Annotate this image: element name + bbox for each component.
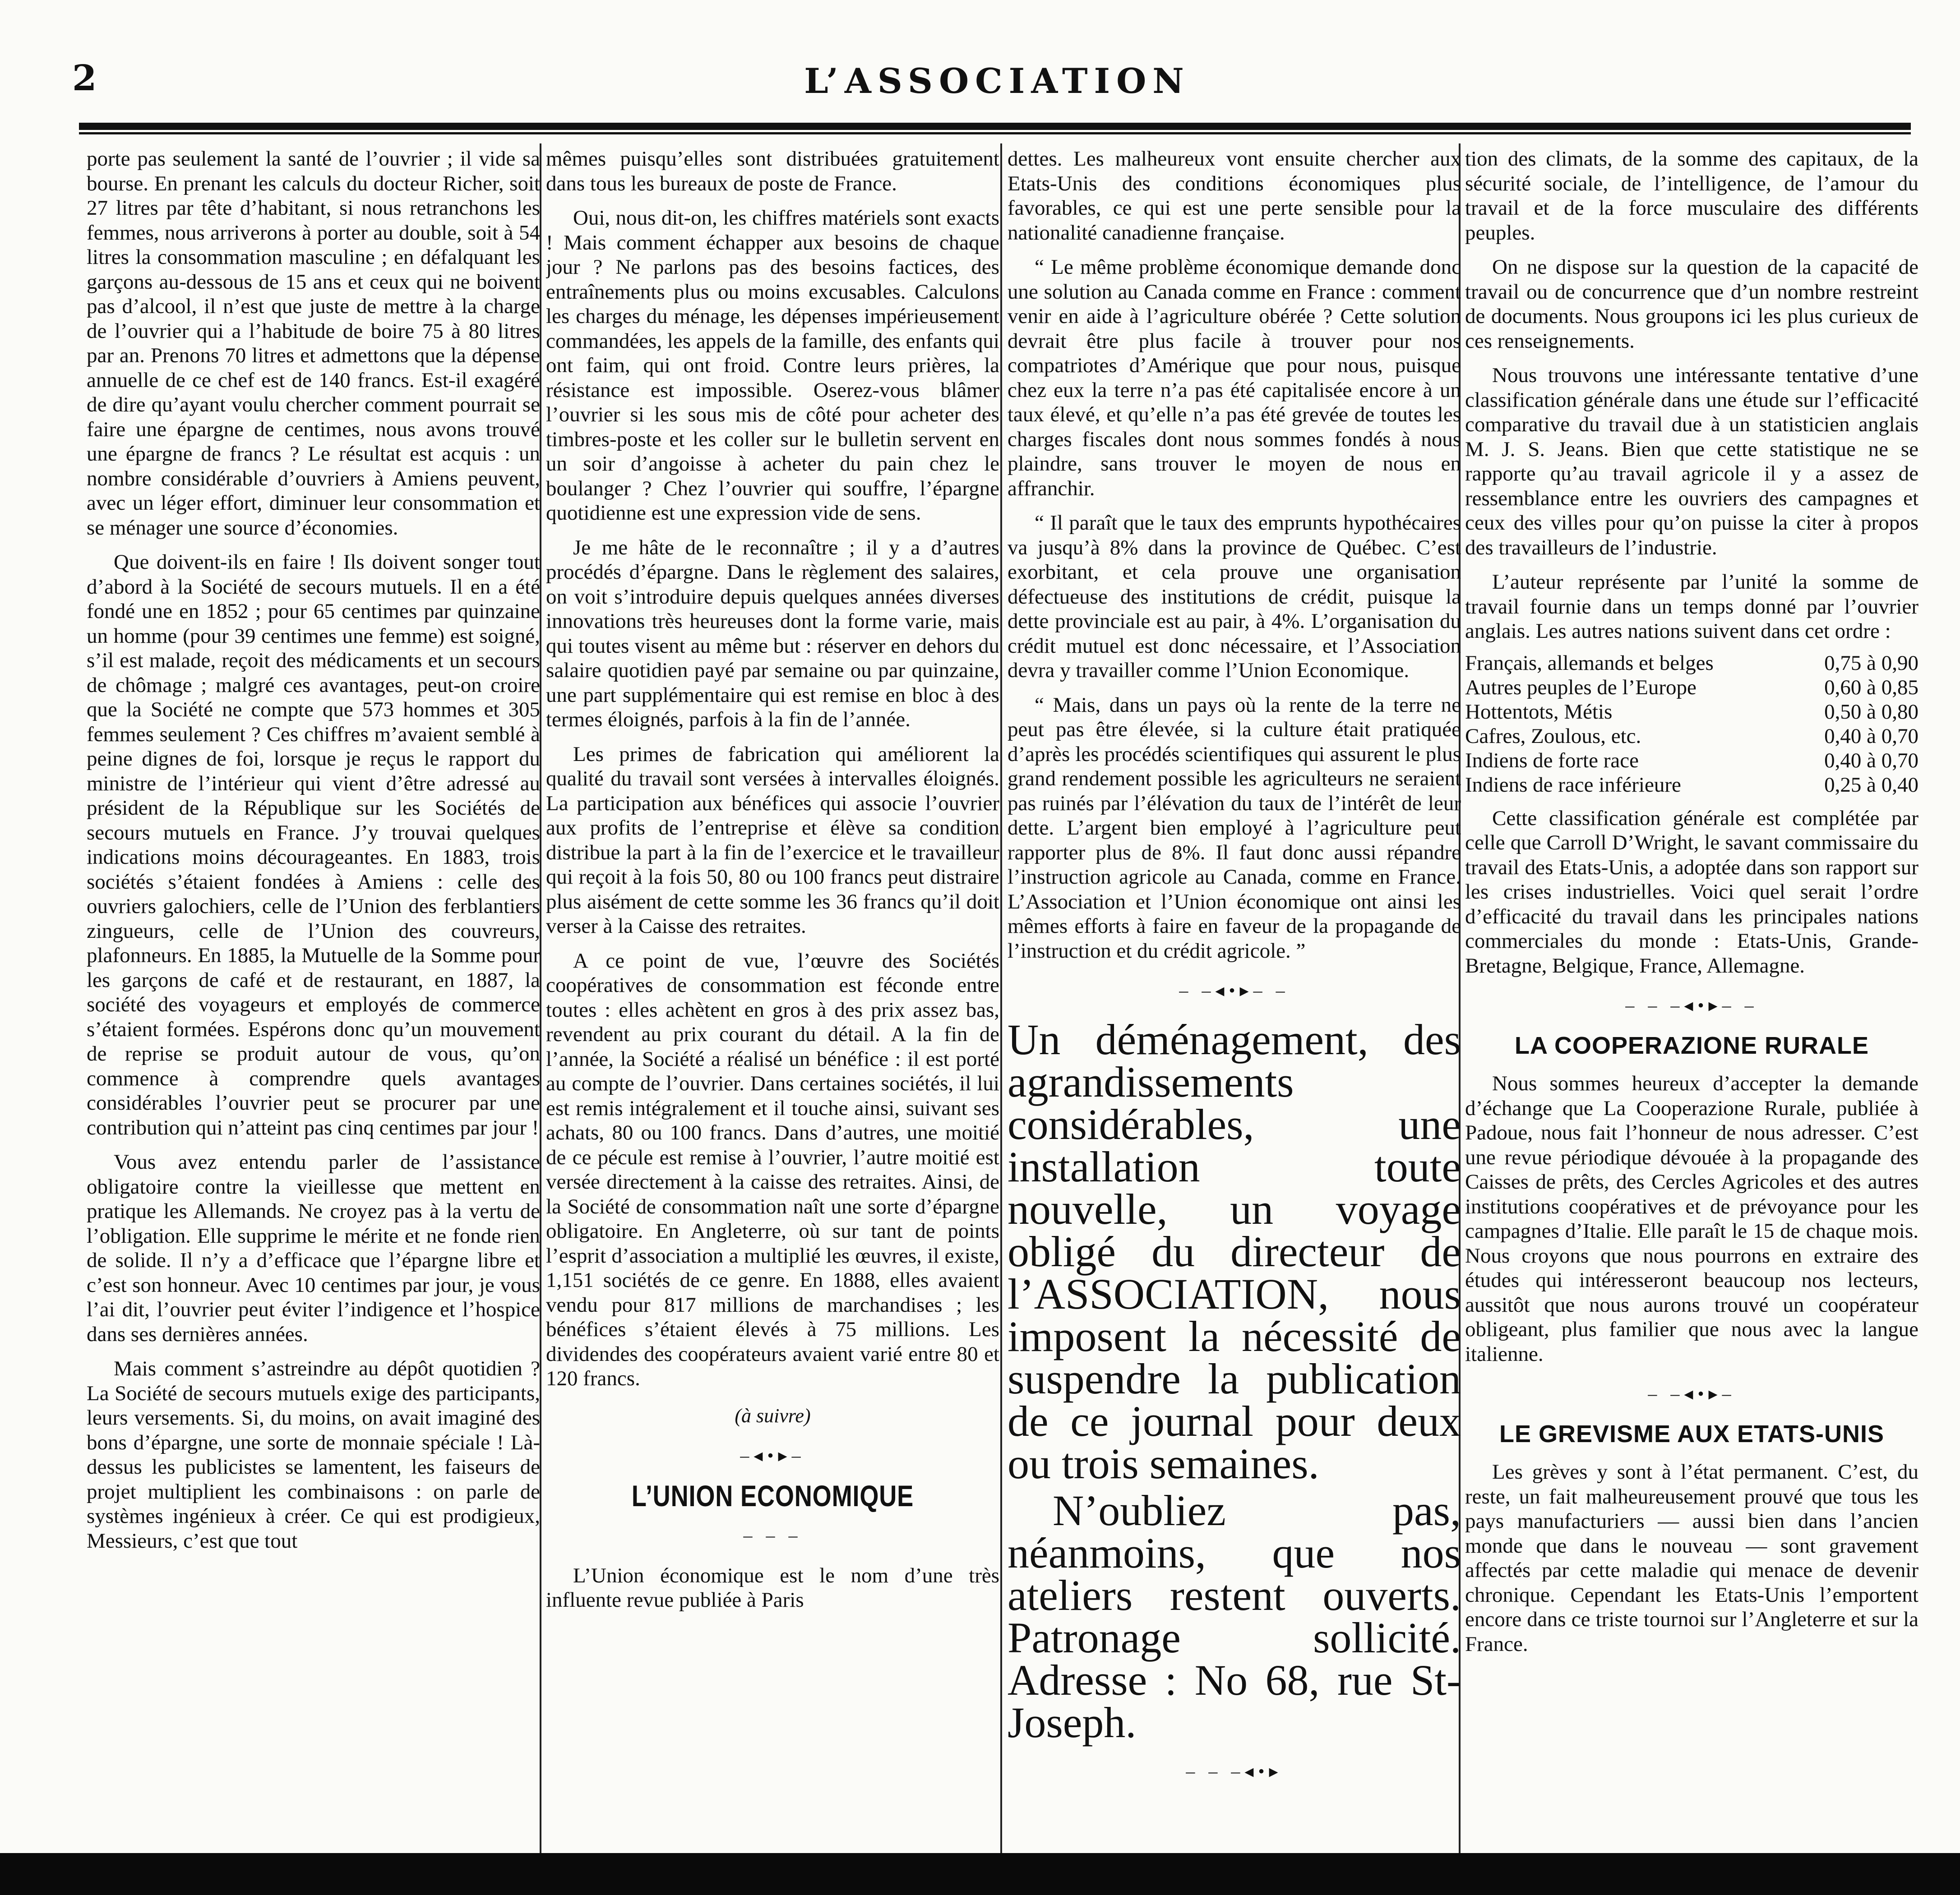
table-cell-label: Français, allemands et belges <box>1465 651 1714 675</box>
ornament-divider: – – –◂•▸– – <box>1625 995 1758 1015</box>
to-be-continued: (à suivre) <box>735 1404 811 1427</box>
article-paragraph: dettes. Les malheureux vont ensuite chercher aux Etats-Unis des conditions économiques plus favorables, ce qui est une perte sensible pour la nationalité canadienne française. <box>1008 147 1461 244</box>
table-row <box>1465 651 1918 675</box>
table-row <box>1465 700 1918 724</box>
table-row <box>1465 748 1918 773</box>
column-2 <box>546 147 999 1843</box>
column-3 <box>1008 147 1461 1843</box>
newspaper-title: L’ASSOCIATION <box>804 61 1190 101</box>
column-divider <box>1000 143 1002 1853</box>
article-paragraph: Oui, nous dit-on, les chiffres matériels sont exacts ! Mais comment échapper aux besoins de chaque jour ? Ne parlons pas des besoins factices, des entraînements plus ou moins excusables. Calculons les charges du ménage, les dépenses impérieusement commandées, les appels de la famille, des enfants qui ont faim, qui ont froid. Contre leurs prières, la résistance est impossible. Oserez-vous blâmer l’ouvrier si les sous mis de côté pour acheter des timbres-poste et les coller sur le bulletin servent en un soir d’angoisse à acheter du pain chez le boulanger ? Chez l’ouvrier qui souffre, l’épargne quotidienne est une expression vide de sens. <box>546 206 999 525</box>
table-cell-label: Cafres, Zoulous, etc. <box>1465 724 1641 748</box>
article-paragraph: Vous avez entendu parler de l’assistance obligatoire contre la vieillesse que mettent en pratique les Allemands. Ne croyez pas à la vertu de l’obligation. Elle supprime le mérite et ne fonde rien de solide. Il n’y a d’efficace que l’épargne libre et c’est son honneur. Avec 10 centimes par jour, je vous l’ai dit, l’ouvrier peut éviter l’indigence et l’hospice dans ses dernières années. <box>87 1150 540 1346</box>
ornament-divider: –◂•▸– <box>740 1445 805 1466</box>
section-heading: LA COOPERAZIONE RURALE <box>1514 1032 1869 1059</box>
article-paragraph: Nous trouvons une intéressante tentative d’une classification générale dans une étude sur l’efficacité comparative du travail due à un statisticien anglais M. J. S. Jeans. Bien que cette statistique ne se rapporte qu’au travail agricole il y a assez de ressemblance entre les ouvriers des campagnes et ceux des villes pour qu’on puisse la citer à propos des travailleurs de l’industrie. <box>1465 364 1918 559</box>
article-paragraph: mêmes puisqu’elles sont distribuées gratuitement dans tous les bureaux de poste de France. <box>546 147 999 195</box>
table-cell-value: 0,40 à 0,70 <box>1824 724 1918 748</box>
article-paragraph: Mais comment s’astreindre au dépôt quotidien ? La Société de secours mutuels exige des participants, leurs versements. Si, du moins, on avait imaginé des bons d’épargne, une sorte de monnaie spéciale ! Là-dessus les publicistes se lamentent, les faiseurs de projet multiplient les combinaisons : on parle de systèmes ingénieux à créer. Ce qui est prodigieux, Messieurs, c’est que tout <box>87 1357 540 1553</box>
column-1 <box>87 147 540 1843</box>
table-cell-value: 0,50 à 0,80 <box>1824 700 1918 724</box>
ornament-divider: – –◂•▸– – <box>1179 980 1290 1001</box>
table-cell-value: 0,25 à 0,40 <box>1824 773 1918 797</box>
table-cell-label: Autres peuples de l’Europe <box>1465 675 1697 699</box>
article-paragraph: Nous sommes heureux d’accepter la demande d’échange que La Cooperazione Rurale, publiée à Padoue, nous fait l’honneur de nous adresser. C’est une revue périodique dévouée à la propagande des Caisses de prêts, des Cercles Agricoles et des autres institutions coopératives et de prévoyance pour les campagnes d’Italie. Elle paraît le 15 de chaque mois. Nous croyons que nous pourrons en extraire des études qui intéresseront beaucoup nos lecteurs, aussitôt que nous aurons trouvé un coopérateur obligeant, plus familier que nous avec la langue italienne. <box>1465 1072 1918 1366</box>
table-row <box>1465 724 1918 748</box>
article-paragraph: “ Le même problème économique demande donc une solution au Canada comme en France : comment venir en aide à l’agriculture obérée ? Cette solution devrait être plus facile à trouver pour nos compatriotes d’Amérique que pour nous, puisque chez eux la terre n’a pas été capitalisée encore à un taux élevé, et qu’elle n’a pas été grevée de toutes les charges fiscales dont nous sommes fondés à nous plaindre, sans trouver le moyen de nous en affranchir. <box>1008 255 1461 500</box>
article-paragraph: L’auteur représente par l’unité la somme de travail fournie dans un temps donné par l’ouvrier anglais. Les autres nations suivent dans cet ordre : <box>1465 570 1918 643</box>
ornament-divider: – – –◂•▸ <box>1186 1761 1283 1781</box>
article-paragraph: tion des climats, de la somme des capitaux, de la sécurité sociale, de l’intelligence, de l’amour du travail et de la force musculaire des différents peuples. <box>1465 147 1918 244</box>
article-paragraph: Que doivent-ils en faire ! Ils doivent songer tout d’abord à la Société de secours mutuels. Il en a été fondé une en 1852 ; pour 65 centimes par quinzaine un homme (pour 39 centimes une femme) est soigné, s’il est malade, reçoit des médicaments et un secours de chômage ; malgré ces avantages, peut-on croire que la Société ne compte que 573 hommes et 305 femmes seulement ? Ces chiffres m’avaient semblé à peine dignes de foi, lorsque je reçus le rapport du ministre de l’intérieur qui vient d’être adressé au président de la République sur les Sociétés de secours mutuels en France. J’y trouvai quelques indications moins décourageantes. En 1883, trois sociétés s’étaient fondées à Amiens : celle des ouvriers galochiers, celle de l’Union des ferblantiers zingueurs, celle de l’Union des couvreurs, plafonneurs. En 1885, la Mutuelle de la Somme pour les garçons de café et de restaurant, en 1887, la société des voyageurs et employés de commerce s’étaient formées. Espérons donc qu’un mouvement de reprise se produit autour de vous, qu’on commence à comprendre quels avantages considérables l’ouvrier peut se procurer par une contribution qui n’atteint pas cinq centimes par jour ! <box>87 550 540 1139</box>
section-heading: L’UNION ECONOMIQUE <box>631 1479 914 1512</box>
header-rule-thin <box>79 132 1911 134</box>
table-row <box>1465 675 1918 700</box>
section-heading: LE GREVISME AUX ETATS-UNIS <box>1499 1420 1885 1448</box>
notice-box <box>1008 1015 1461 1747</box>
article-paragraph: Cette classification générale est complétée par celle que Carroll D’Wright, le savant commissaire du travail des Etats-Unis, a adoptée dans son rapport sur les crises industrielles. Voici quel serait l’ordre d’efficacité du travail dans les principales nations commerciales du monde : Etats-Unis, Grande-Bretagne, Belgique, France, Allemagne. <box>1465 806 1918 977</box>
ornament-divider: – –◂•▸– <box>1648 1383 1736 1404</box>
article-paragraph: A ce point de vue, l’œuvre des Sociétés coopératives de consommation est féconde entre toutes : elles achètent en gros à des prix assez bas, revendent au prix courant du détail. A la fin de l’année, la Société a réalisé un bénéfice : il est porté au compte de l’ouvrier. Dans certaines sociétés, il lui est remis intégralement et il touche ainsi, suivant ses achats, 80 ou 100 francs. Dans d’autres, une moitié de ce pécule est remise à l’ouvrier, l’autre moitié est versée directement à la caisse des retraites. Ainsi, de la Société de consommation naît une sorte d’épargne obligatoire. En Angleterre, où sur tant de points l’esprit d’association a multiplié les œuvres, il existe, 1,151 sociétés de ce genre. En 1888, elles avaient vendu pour 817 millions de marchandises ; les bénéfices s’étaient élevés à 75 millions. Les dividendes des coopérateurs avaient varié entre 80 et 120 francs. <box>546 949 999 1390</box>
table-cell-value: 0,40 à 0,70 <box>1824 748 1918 772</box>
header-rule-thick <box>79 123 1911 130</box>
article-paragraph: Les primes de fabrication qui améliorent la qualité du travail sont versées à intervalles éloignés. La participation aux bénéfices qui associe l’ouvrier aux profits de l’entreprise et élève sa condition distribue la part à la fin de l’exercice et le travailleur qui reçoit à la fois 50, 80 ou 100 francs peut distraire plus aisément de cette somme les 36 francs qu’il doit verser à la Caisse des retraites. <box>546 742 999 938</box>
table-cell-label: Hottentots, Métis <box>1465 700 1613 724</box>
notice-text: N’oubliez pas, néanmoins, que nos ateliers restent ouverts. Patronage sollicité. Adresse : No 68, rue St-Joseph. <box>1008 1486 1461 1747</box>
ornament-divider: – – – <box>743 1525 802 1545</box>
column-4 <box>1465 147 1918 1843</box>
work-efficiency-table <box>1465 651 1918 797</box>
article-paragraph: “ Il paraît que le taux des emprunts hypothécaires va jusqu’à 8% dans la province de Québec. C’est exorbitant, et cela prouve une organisation défectueuse des institutions de crédit, puisque la dette provinciale est au pair, à 4%. L’organisation du crédit mutuel est donc nécessaire, et l’Association devra y travailler comme l’Union Economique. <box>1008 511 1461 682</box>
page-number: 2 <box>72 58 97 99</box>
article-paragraph: “ Mais, dans un pays où la rente de la terre ne peut pas être élevée, si la culture était pratiquée d’après les procédés scientifiques qui assurent le plus grand rendement possible les agriculteurs ne seraient pas ruinés par l’élévation du taux de l’intérêt de leur dette. L’argent bien employé à l’agriculture peut rapporter plus de 8%. Il faut donc aussi répandre l’instruction agricole au Canada, comme en France. L’Association et l’Union économique ont ainsi les mêmes efforts à faire en faveur de la propagande de l’instruction et du crédit agricole. ” <box>1008 693 1461 963</box>
table-cell-label: Indiens de race inférieure <box>1465 773 1681 797</box>
table-cell-value: 0,75 à 0,90 <box>1824 651 1918 675</box>
table-row <box>1465 773 1918 797</box>
table-cell-label: Indiens de forte race <box>1465 748 1639 772</box>
article-paragraph: L’Union économique est le nom d’une très influente revue publiée à Paris <box>546 1563 999 1612</box>
article-paragraph: Je me hâte de le reconnaître ; il y a d’autres procédés d’épargne. Dans le règlement des salaires, on voit s’introduire depuis quelques années diverses innovations très heureuses dont la forme varie, mais qui toutes visent au même but : réserver en dehors du salaire quotidien payé par semaine ou par quinzaine, une part supplémentaire qui est remise en bloc à des termes éloignés, parfois à la fin de l’année. <box>546 535 999 731</box>
scan-edge-bar <box>0 1853 1960 1895</box>
notice-text: Un déménagement, des agrandissements considérables, une installation toute nouvelle, un voyage obligé du directeur de l’ASSOCIATION, nous imposent la nécessité de suspendre la publication de ce journal pour deux ou trois semaines. <box>1008 1015 1461 1488</box>
article-paragraph: On ne dispose sur la question de la capacité de travail ou de concurrence que d’un nombre restreint de documents. Nous groupons ici les plus curieux de ces renseignements. <box>1465 255 1918 353</box>
article-paragraph: porte pas seulement la santé de l’ouvrier ; il vide sa bourse. En prenant les calculs du docteur Richer, soit 27 litres par tête d’habitant, si nous retranchons les femmes, nous arriverons à porter au double, soit à 54 litres la consommation masculine ; en défalquant les garçons au-dessous de 15 ans et ceux qui ne boivent pas d’alcool, il n’est que juste de mettre à la charge de l’ouvrier qui a l’habitude de boire 75 à 80 litres par an. Prenons 70 litres et admettons que la dépense annuelle de ce chef est de 140 francs. Est-il exagéré de dire qu’ayant voulu chercher comment pourrait se faire une épargne de centimes, nous avons trouvé une épargne de francs ? Le résultat est acquis : un nombre considérable d’ouvriers à Amiens peuvent, avec un léger effort, diminuer leur consommation et se ménager une source d’économies. <box>87 147 540 539</box>
table-cell-value: 0,60 à 0,85 <box>1824 675 1918 699</box>
article-paragraph: Les grèves y sont à l’état permanent. C’est, du reste, un fait malheureusement prouvé que tous les pays manufacturiers — aussi bien dans l’ancien monde que dans le nouveau — sont gravement affectés par cette maladie qui menace de devenir chronique. Cependant les Etats-Unis l’emportent encore dans ce triste tournoi sur l’Angleterre et sur la France. <box>1465 1460 1918 1656</box>
